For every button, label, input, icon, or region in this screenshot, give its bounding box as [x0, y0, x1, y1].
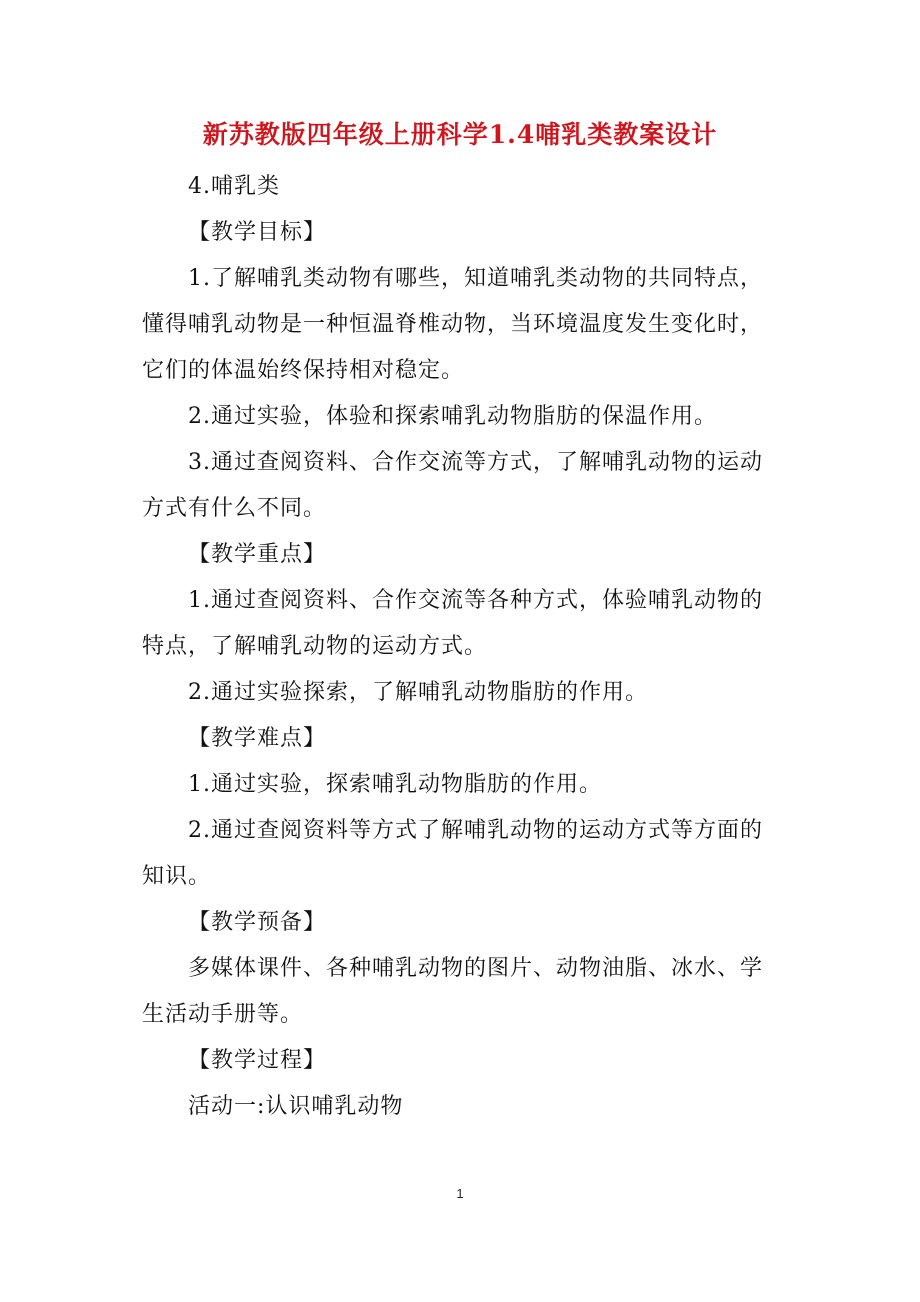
section-heading-key-points: 【教学重点】: [188, 542, 327, 567]
paragraph: 2.通过查阅资料等方式了解哺乳动物的运动方式等方面的知识。: [142, 818, 763, 889]
document-body: [142, 164, 774, 1130]
section-heading-preparation: 【教学预备】: [188, 910, 327, 935]
paragraph: 1.了解哺乳类动物有哪些，知道哺乳类动物的共同特点，懂得哺乳动物是一种恒温脊椎动物，当环境温度发生变化时，它们的体温始终保持相对稳定。: [142, 266, 764, 383]
paragraph: 1.通过查阅资料、合作交流等各种方式，体验哺乳动物的特点，了解哺乳动物的运动方式。: [142, 588, 763, 659]
section-heading-process: 【教学过程】: [188, 1048, 327, 1073]
paragraph: 2.通过实验探索，了解哺乳动物脂肪的作用。: [188, 680, 648, 705]
section-heading-objectives: 【教学目标】: [188, 220, 327, 245]
paragraph: 活动一:认识哺乳动物: [188, 1094, 404, 1119]
section-heading-difficulties: 【教学难点】: [188, 726, 327, 751]
paragraph: 多媒体课件、各种哺乳动物的图片、动物油脂、冰水、学生活动手册等。: [142, 956, 764, 1027]
paragraph: 1.通过实验，探索哺乳动物脂肪的作用。: [188, 772, 602, 797]
paragraph: 3.通过查阅资料、合作交流等方式，了解哺乳动物的运动方式有什么不同。: [142, 450, 763, 521]
document-title: 新苏教版四年级上册科学1.4哺乳类教案设计: [202, 120, 718, 149]
section-heading: 4.哺乳类: [188, 174, 280, 199]
page-number: 1: [456, 1186, 464, 1201]
paragraph: 2.通过实验，体验和探索哺乳动物脂肪的保温作用。: [188, 404, 717, 429]
